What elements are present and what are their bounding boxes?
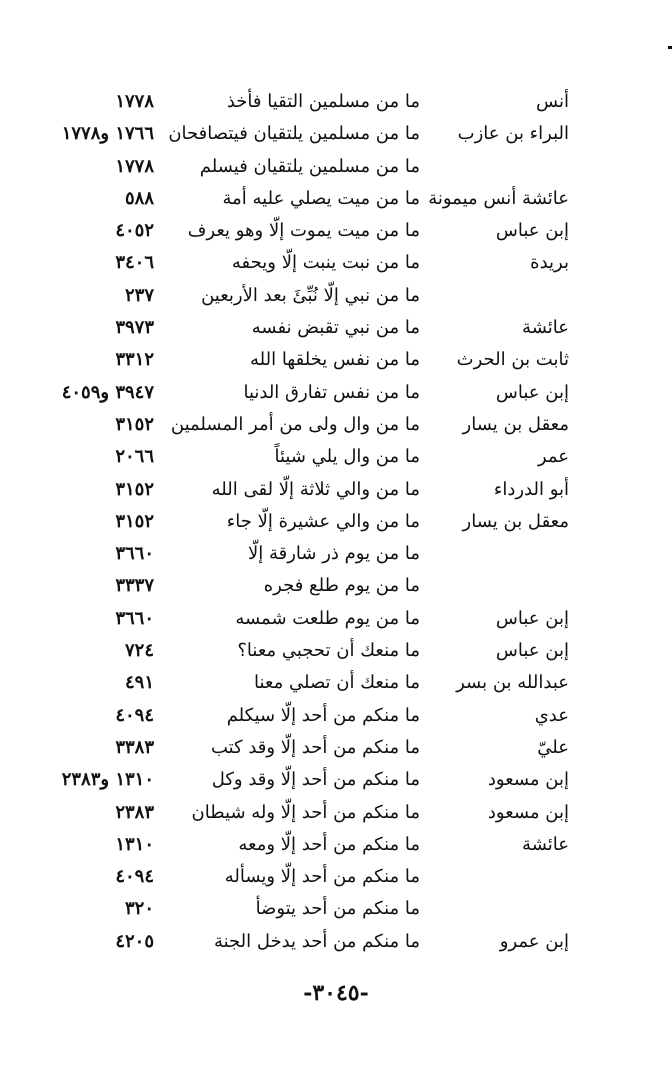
hadith-opening: ما من ميت يموت إلّا وهو يعرف: [187, 220, 420, 242]
reference-number: ٤٠٩٤: [115, 704, 154, 726]
narrator-name: بريدة: [530, 252, 569, 274]
reference-number: ٣١٥٢: [115, 510, 154, 532]
reference-number: ٣١٥٢: [115, 478, 154, 500]
hadith-opening: ما من مسلمين يلتقيان فيتصافحان: [168, 123, 420, 145]
hadith-opening: ما من يوم ذر شارقة إلّا: [247, 543, 420, 565]
hadith-opening: ما منعك أن تصلي معنا: [254, 672, 420, 694]
index-row: [0, 377, 672, 409]
reference-number: ٣١٥٢: [115, 413, 154, 435]
narrator-name: معقل بن يسار: [462, 510, 569, 532]
index-row: [0, 893, 672, 925]
hadith-opening: ما من وال ولى من أمر المسلمين: [170, 413, 420, 435]
hadith-opening: ما من مسلمين يلتقيان فيسلم: [199, 155, 420, 177]
index-row: [0, 474, 672, 506]
reference-number: ٤٩١: [124, 672, 154, 694]
narrator-name: إبن مسعود: [487, 801, 569, 823]
narrator-name: إبن عباس: [495, 640, 569, 662]
index-row: [0, 635, 672, 667]
index-row: [0, 732, 672, 764]
reference-number: ١٣١٠: [115, 833, 154, 855]
hadith-opening: ما من والي ثلاثة إلّا لقى الله: [211, 478, 420, 500]
index-row: [0, 829, 672, 861]
narrator-name: عليّ: [537, 736, 569, 758]
narrator-name: عائشة: [522, 317, 569, 339]
index-row: [0, 538, 672, 570]
narrator-name: إبن عباس: [495, 607, 569, 629]
hadith-opening: ما من يوم طلعت شمسه: [235, 607, 420, 629]
index-row: [0, 215, 672, 247]
reference-number: ٣٤٠٦: [115, 252, 154, 274]
reference-number: ٣٢٠: [124, 898, 154, 920]
narrator-name: إبن عمرو: [499, 930, 569, 952]
hadith-opening: ما من مسلمين التقيا فأخذ: [226, 91, 420, 112]
reference-number: ٣٦٦٠: [115, 543, 154, 565]
hadith-opening: ما من نفس تفارق الدنيا: [243, 381, 420, 403]
reference-number: ١٧٧٨: [115, 91, 154, 112]
narrator-name: أنس: [536, 91, 569, 112]
hadith-opening: ما من نفس يخلقها الله: [250, 349, 420, 371]
index-row: [0, 183, 672, 215]
reference-number: ٥٨٨: [124, 187, 154, 209]
hadith-opening: ما من نبي تقبض نفسه: [251, 317, 420, 339]
hadith-opening: ما من والي عشيرة إلّا جاء: [226, 510, 420, 532]
index-row: [0, 247, 672, 279]
index-row: [0, 506, 672, 538]
index-row: [0, 667, 672, 699]
page-edge-mark: [668, 46, 672, 49]
index-row: [0, 603, 672, 635]
narrator-name: عدي: [534, 704, 569, 726]
index-row: [0, 312, 672, 344]
index-row: [0, 926, 672, 958]
reference-number: ١٧٦٦ و١٧٧٨: [61, 123, 154, 145]
hadith-opening: ما منكم من أحد إلّا وقد كتب: [210, 736, 420, 758]
hadith-opening: ما من وال يلي شيئاً: [274, 446, 420, 468]
reference-number: ٣٩٤٧ و٤٠٥٩: [61, 381, 154, 403]
narrator-name: أبو الدرداء: [493, 478, 569, 500]
reference-number: ٢٠٦٦: [115, 446, 154, 468]
reference-number: ٣٣١٢: [115, 349, 154, 371]
hadith-opening: ما من يوم طلع فجره: [263, 575, 420, 597]
hadith-opening: ما منكم من أحد إلّا وقد وكل: [211, 769, 420, 791]
narrator-name: إبن عباس: [495, 381, 569, 403]
reference-number: ٢٣٨٣: [115, 801, 154, 823]
hadith-opening: ما منكم من أحد يدخل الجنة: [213, 930, 420, 952]
narrator-name: إبن مسعود: [487, 769, 569, 791]
index-row: [0, 570, 672, 602]
hadith-opening: ما من ميت يصلي عليه أمة: [222, 187, 420, 209]
index-row: [0, 700, 672, 732]
reference-number: ٢٣٧: [124, 284, 154, 306]
hadith-opening: ما منعك أن تحجبي معنا؟: [237, 640, 420, 662]
hadith-opening: ما منكم من أحد إلّا ومعه: [238, 833, 420, 855]
index-row: [0, 409, 672, 441]
narrator-name: معقل بن يسار: [462, 413, 569, 435]
narrator-name: إبن عباس: [495, 220, 569, 242]
reference-number: ١٧٧٨: [115, 155, 154, 177]
narrator-name: عائشة: [522, 833, 569, 855]
narrator-name: عبدالله بن بسر: [456, 672, 569, 694]
reference-number: ٣٩٧٣: [115, 317, 154, 339]
narrator-name: البراء بن عازب: [457, 123, 569, 145]
hadith-opening: ما من نبي إلّا نُبِّئَ بعد الأربعين: [201, 284, 420, 306]
index-row: [0, 797, 672, 829]
index-row: [0, 86, 672, 118]
reference-number: ٤٠٩٤: [115, 866, 154, 888]
hadith-opening: ما منكم من أحد إلّا سيكلم: [226, 704, 420, 726]
index-table: [0, 86, 672, 958]
hadith-opening: ما منكم من أحد إلّا وله شيطان: [191, 801, 420, 823]
reference-number: ٣٣٨٣: [115, 736, 154, 758]
reference-number: ١٣١٠ و٢٣٨٣: [61, 769, 154, 791]
reference-number: ٣٦٦٠: [115, 607, 154, 629]
narrator-name: عمر: [537, 446, 569, 468]
index-row: [0, 441, 672, 473]
index-row: [0, 764, 672, 796]
index-row: [0, 151, 672, 183]
page-number: -٣٠٤٥-: [303, 980, 369, 1006]
hadith-opening: ما من نبت ينبت إلّا ويحفه: [231, 252, 420, 274]
index-row: [0, 861, 672, 893]
narrator-name: عائشة أنس ميمونة: [428, 187, 569, 209]
reference-number: ٧٢٤: [124, 640, 154, 662]
index-row: [0, 280, 672, 312]
hadith-opening: ما منكم من أحد يتوضأ: [255, 898, 420, 920]
index-row: [0, 118, 672, 150]
index-row: [0, 344, 672, 376]
reference-number: ٤٢٠٥: [115, 930, 154, 952]
hadith-opening: ما منكم من أحد إلّا ويسأله: [224, 866, 420, 888]
narrator-name: ثابت بن الحرث: [456, 349, 569, 371]
reference-number: ٣٣٣٧: [115, 575, 154, 597]
reference-number: ٤٠٥٢: [115, 220, 154, 242]
